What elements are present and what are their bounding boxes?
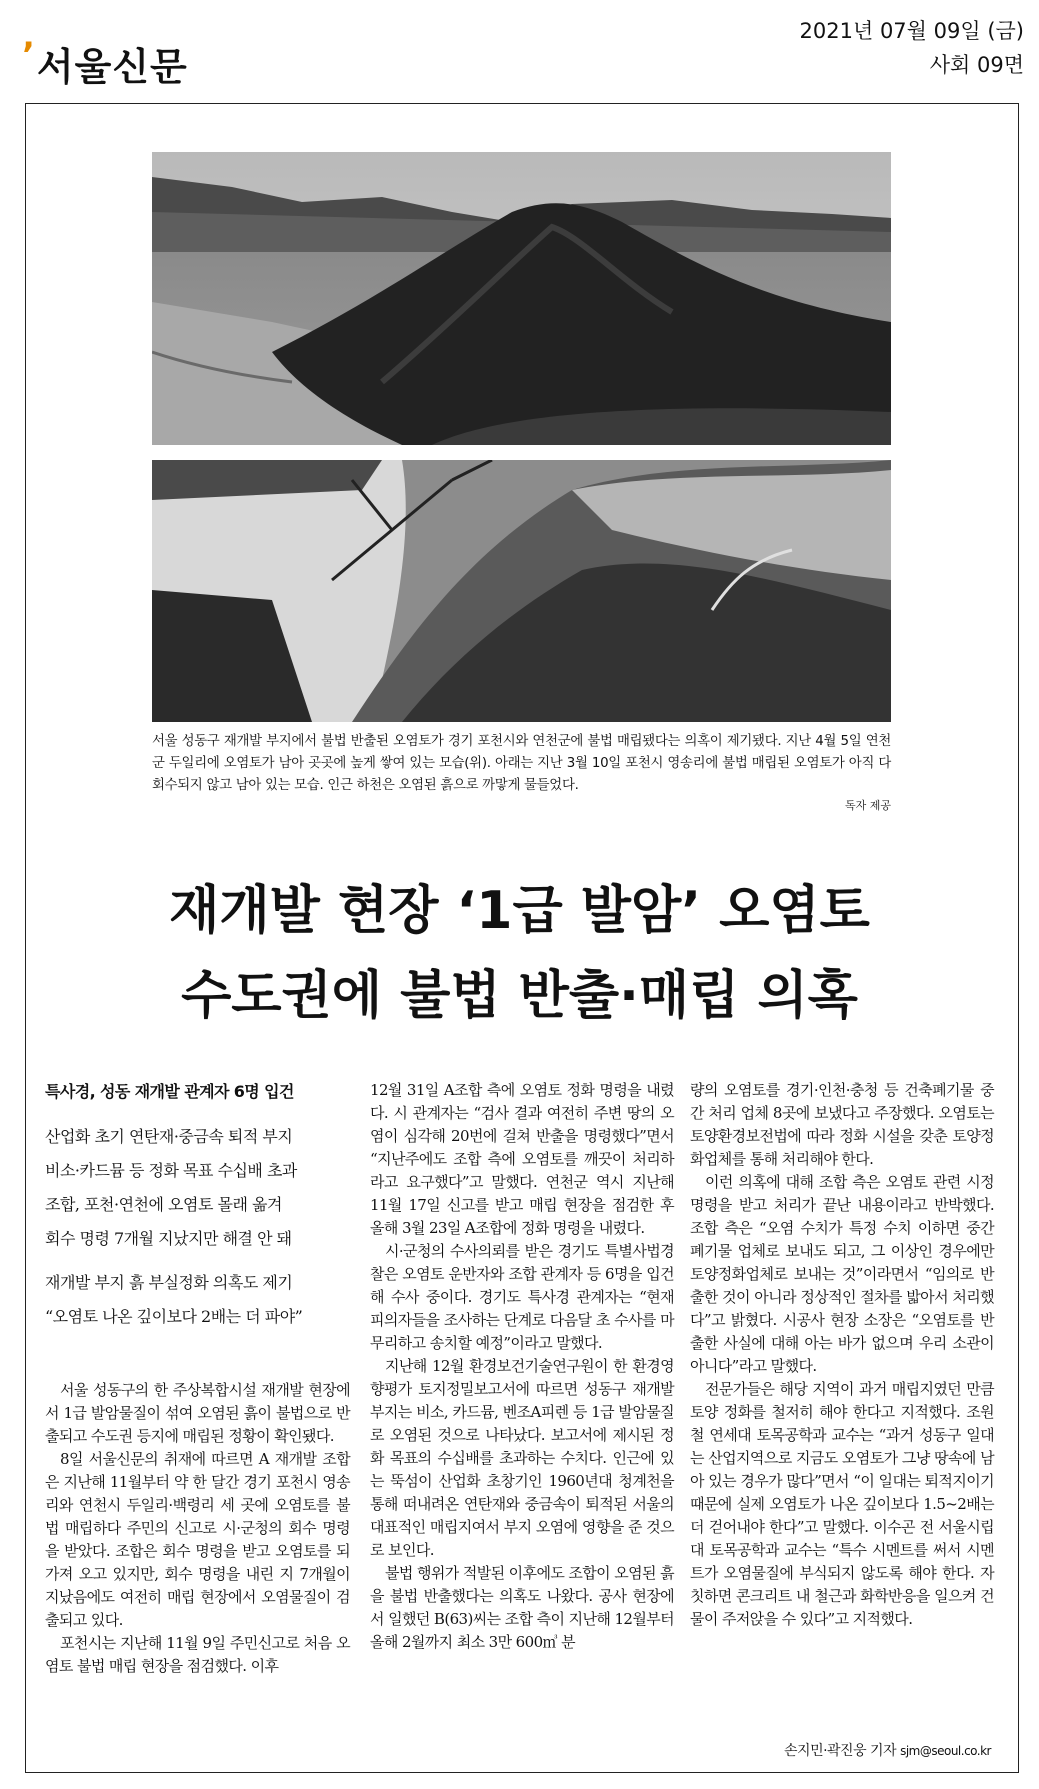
subhead-line: “오염토 나온 깊이보다 2배는 더 파야”	[45, 1307, 303, 1326]
byline-reporters: 손지민·곽진웅 기자	[784, 1743, 897, 1759]
article-paragraph: 서울 성동구의 한 주상복합시설 재개발 현장에서 1급 발암물질이 섞여 오염된 흙이 불법으로 반출되고 수도권 등지에 매립된 정황이 확인됐다.	[45, 1381, 350, 1445]
subhead-line: 재개발 부지 흙 부실정화 의혹도 제기	[45, 1273, 293, 1292]
headline-line-1: 재개발 현장 ‘1급 발암’ 오염토	[169, 881, 870, 941]
headline-line-2: 수도권에 불법 반출·매립 의혹	[181, 966, 858, 1026]
photo-caption: 서울 성동구 재개발 부지에서 불법 반출된 오염토가 경기 포천시와 연천군에 불법 매립됐다는 의혹이 제기됐다. 지난 4월 5일 연천군 두일리에 오염토가 남아 곳곳에 높게 쌓여 있는 모습(위). 아래는 지난 3월 10일 포천시 영송리에 불법 매립된 오염토가 아직 다 회수되지 않고 남아 있는 모습. 인근 하천은 오염된 흙으로 까맣게 물들었다.	[152, 734, 891, 793]
masthead-logo	[22, 35, 188, 89]
byline	[784, 1740, 991, 1760]
subhead-line: 회수 명령 7개월 지났지만 해결 안 돼	[45, 1229, 292, 1248]
article-column-1	[45, 1379, 350, 1678]
subhead-line: 비소·카드뮴 등 정화 목표 수십배 초과	[45, 1161, 297, 1180]
article-column-3	[690, 1079, 994, 1631]
photo-credit: 독자 제공	[844, 799, 891, 812]
article-paragraph: 8일 서울신문의 취재에 따르면 A 재개발 조합은 지난해 11월부터 약 한 달간 경기 포천시 영송리와 연천시 두일리·백령리 세 곳에 오염토를 불법 매립하다 주민의 신고로 시·군청의 회수 명령을 받았다. 조합은 회수 명령을 받고 오염토를 되가져 오고 있지만, 회수 명령을 내린 지 7개월이 지났음에도 여전히 매립 현장에서 오염물질이 검출되고 있다.	[45, 1450, 350, 1629]
article-paragraph: 포천시는 지난해 11월 9일 주민신고로 처음 오염토 불법 매립 현장을 점검했다. 이후	[45, 1634, 350, 1675]
riverbank-photo	[152, 460, 891, 722]
subhead-main: 특사경, 성동 재개발 관계자 6명 입건	[45, 1082, 294, 1101]
article-paragraph: 량의 오염토를 경기·인천·충청 등 건축폐기물 중간 처리 업체 8곳에 보냈다고 주장했다. 오염토는 토양환경보전법에 따라 정화 시설을 갖춘 토양정화업체를 통해 처리해야 한다.	[690, 1081, 994, 1168]
article-column-2	[370, 1079, 674, 1654]
article-paragraph: 12월 31일 A조합 측에 오염토 정화 명령을 내렸다. 시 관계자는 “검사 결과 여전히 주변 땅의 오염이 심각해 20번에 걸쳐 반출을 명령했다”면서 “지난주에도 조합 측에 오염토를 깨끗이 처리하라고 요구했다”고 말했다. 연천군 역시 지난해 11월 17일 신고를 받고 매립 현장을 점검한 후 올해 3월 23일 A조합에 정화 명령을 내렸다.	[370, 1081, 674, 1237]
subhead-list	[45, 1120, 350, 1334]
newspaper-name: 서울신문	[36, 45, 188, 89]
article-paragraph: 시·군청의 수사의뢰를 받은 경기도 특별사법경찰은 오염토 운반자와 조합 관계자 등 6명을 입건해 수사 중이다. 경기도 특사경 관계자는 “현재 피의자들을 조사하는 단계로 다음달 초 수사를 마무리하고 송치할 예정”이라고 말했다.	[370, 1242, 674, 1352]
page-section: 사회 09면	[929, 53, 1024, 77]
logo-apostrophe: ’	[22, 35, 35, 75]
dateline	[800, 14, 1024, 82]
subhead-line: 산업화 초기 연탄재·중금속 퇴적 부지	[45, 1127, 293, 1146]
subhead-line: 조합, 포천·연천에 오염토 몰래 옮겨	[45, 1195, 282, 1214]
publication-date: 2021년 07월 09일 (금)	[799, 19, 1024, 43]
article-paragraph: 불법 행위가 적발된 이후에도 조합이 오염된 흙을 불법 반출했다는 의혹도 나왔다. 공사 현장에서 일했던 B(63)씨는 조합 측이 지난해 12월부터 올해 2월까지 최소 3만 600㎥ 분	[370, 1564, 674, 1651]
article-paragraph: 이런 의혹에 대해 조합 측은 오염토 관련 시정 명령을 받고 처리가 끝난 내용이라고 반박했다. 조합 측은 “오염 수치가 특정 수치 이하면 중간 폐기물 업체로 보내도 되고, 그 이상인 경우에만 토양정화업체로 보내는 것”이라면서 “임의로 반출한 것이 아니라 정상적인 절차를 밟아서 처리했다”고 밝혔다. 시공사 현장 소장은 “오염토를 반출한 사실에 대해 아는 바가 없으며 우리 소관이 아니다”라고 말했다.	[690, 1173, 994, 1375]
article-paragraph: 전문가들은 해당 지역이 과거 매립지였던 만큼 토양 정화를 철저히 해야 한다고 지적했다. 조원철 연세대 토목공학과 교수는 “과거 성동구 일대는 산업지역으로 지금도 오염토가 그냥 땅속에 남아 있는 경우가 많다”면서 “이 일대는 퇴적지이기 때문에 실제 오염토가 나온 깊이보다 1.5~2배는 더 걷어내야 한다”고 말했다. 이수곤 전 서울시립대 토목공학과 교수는 “특수 시멘트를 써서 시멘트가 오염물질에 부식되지 않도록 해야 한다. 자칫하면 콘크리트 내 철근과 화학반응을 일으켜 건물이 주저앉을 수 있다”고 지적했다.	[690, 1380, 994, 1628]
soil-pile-photo	[152, 152, 891, 445]
article-paragraph: 지난해 12월 환경보건기술연구원이 한 환경영향평가 토지정밀보고서에 따르면 성동구 재개발 부지는 비소, 카드뮴, 벤조A피렌 등 1급 발암물질로 오염된 것으로 나타났다. 보고서에 제시된 정화 목표의 수십배를 초과하는 수치다. 인근에 있는 뚝섬이 산업화 초창기인 1960년대 청계천을 통해 떠내려온 연탄재와 중금속이 퇴적된 서울의 대표적인 매립지여서 부지 오염에 영향을 준 것으로 보인다.	[370, 1357, 674, 1559]
byline-email[interactable]: sjm@seoul.co.kr	[900, 1744, 991, 1758]
